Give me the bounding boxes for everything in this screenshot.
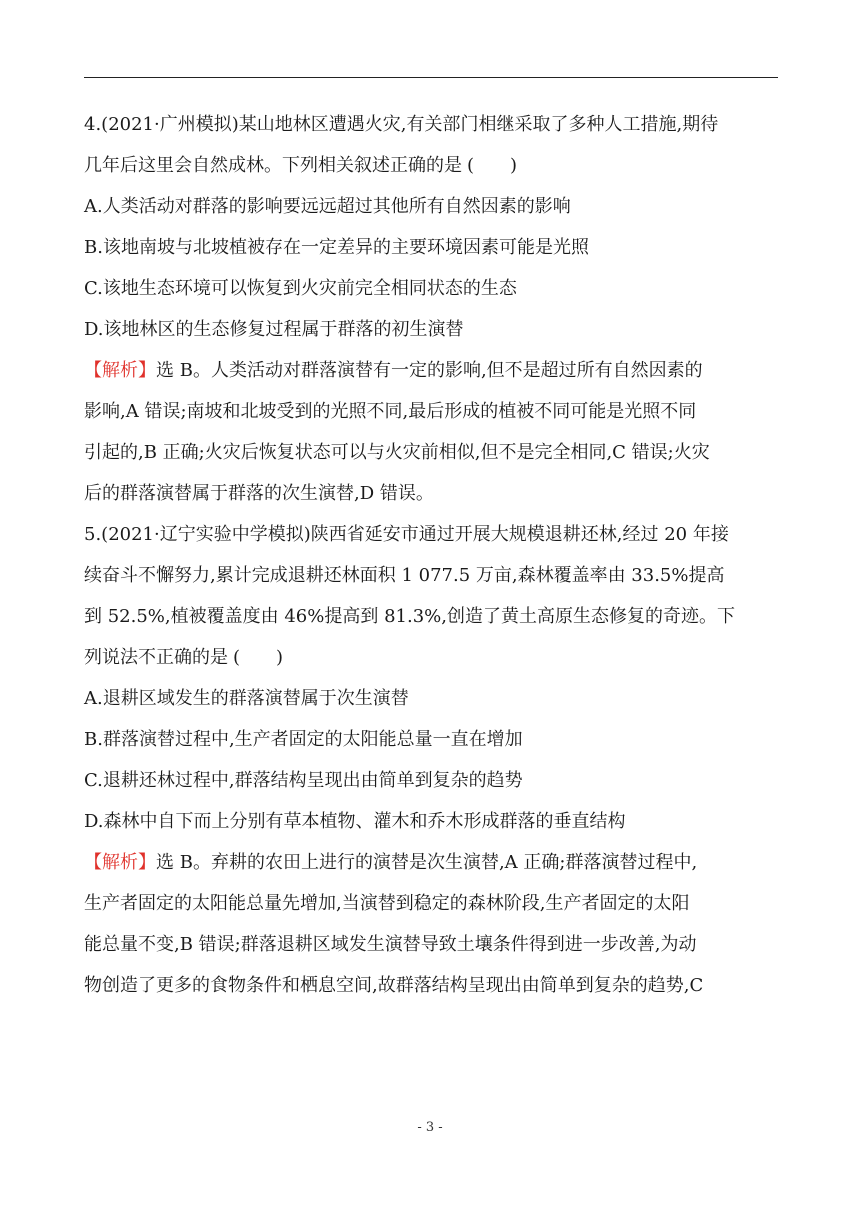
q5-option-d: D.森林中自下而上分别有草本植物、灌木和乔木形成群落的垂直结构 xyxy=(84,811,626,832)
q4-option-b: B.该地南坡与北坡植被存在一定差异的主要环境因素可能是光照 xyxy=(84,237,589,258)
q4-answer-blank: ( ) xyxy=(466,155,518,176)
q5-answer-blank: ( ) xyxy=(232,647,284,668)
q4-analysis-tag: 【解析】 xyxy=(84,360,156,381)
q5-analysis-line-2: 生产者固定的太阳能总量先增加,当演替到稳定的森林阶段,生产者固定的太阳 xyxy=(84,893,690,914)
q4-analysis-line-1 xyxy=(84,350,784,391)
q5-option-c: C.退耕还林过程中,群落结构呈现出由简单到复杂的趋势 xyxy=(84,770,523,791)
page-number: - 3 - xyxy=(417,1120,443,1135)
q4-analysis-line-3: 引起的,B 正确;火灾后恢复状态可以与火灾前相似,但不是完全相同,C 错误;火灾 xyxy=(84,442,710,463)
q4-stem-text: 几年后这里会自然成林。下列相关叙述正确的是 xyxy=(84,155,462,176)
q5-analysis-tag: 【解析】 xyxy=(84,852,156,873)
q5-stem-line-2: 续奋斗不懈努力,累计完成退耕还林面积 1 077.5 万亩,森林覆盖率由 33.5%提高 xyxy=(84,565,725,586)
q4-option-c: C.该地生态环境可以恢复到火灾前完全相同状态的生态 xyxy=(84,278,517,299)
q5-stem-text: 列说法不正确的是 xyxy=(84,647,228,668)
q5-analysis-text: 选 B。弃耕的农田上进行的演替是次生演替,A 正确;群落演替过程中, xyxy=(156,852,698,873)
q4-stem-line-1: 4.(2021·广州模拟)某山地林区遭遇火灾,有关部门相继采取了多种人工措施,期待 xyxy=(84,114,719,135)
q4-option-d: D.该地林区的生态修复过程属于群落的初生演替 xyxy=(84,319,464,340)
q5-option-a: A.退耕区域发生的群落演替属于次生演替 xyxy=(84,688,409,709)
q4-analysis-line-2: 影响,A 错误;南坡和北坡受到的光照不同,最后形成的植被不同可能是光照不同 xyxy=(84,401,697,422)
q5-analysis-line-1 xyxy=(84,842,784,883)
q4-analysis-line-4: 后的群落演替属于群落的次生演替,D 错误。 xyxy=(84,483,434,504)
page-content xyxy=(84,104,784,1006)
q4-stem-line-2 xyxy=(84,145,784,186)
q5-stem-line-3: 到 52.5%,植被覆盖度由 46%提高到 81.3%,创造了黄土高原生态修复的奇迹。下 xyxy=(84,606,735,627)
q5-analysis-line-4: 物创造了更多的食物条件和栖息空间,故群落结构呈现出由简单到复杂的趋势,C xyxy=(84,975,704,996)
q4-option-a: A.人类活动对群落的影响要远远超过其他所有自然因素的影响 xyxy=(84,196,571,217)
q5-analysis-line-3: 能总量不变,B 错误;群落退耕区域发生演替导致土壤条件得到进一步改善,为动 xyxy=(84,934,697,955)
q5-stem-line-1: 5.(2021·辽宁实验中学模拟)陕西省延安市通过开展大规模退耕还林,经过 20 年接 xyxy=(84,524,729,545)
header-rule xyxy=(84,77,778,78)
q5-stem-line-4 xyxy=(84,637,784,678)
q5-option-b: B.群落演替过程中,生产者固定的太阳能总量一直在增加 xyxy=(84,729,523,750)
q4-analysis-text: 选 B。人类活动对群落演替有一定的影响,但不是超过所有自然因素的 xyxy=(156,360,703,381)
